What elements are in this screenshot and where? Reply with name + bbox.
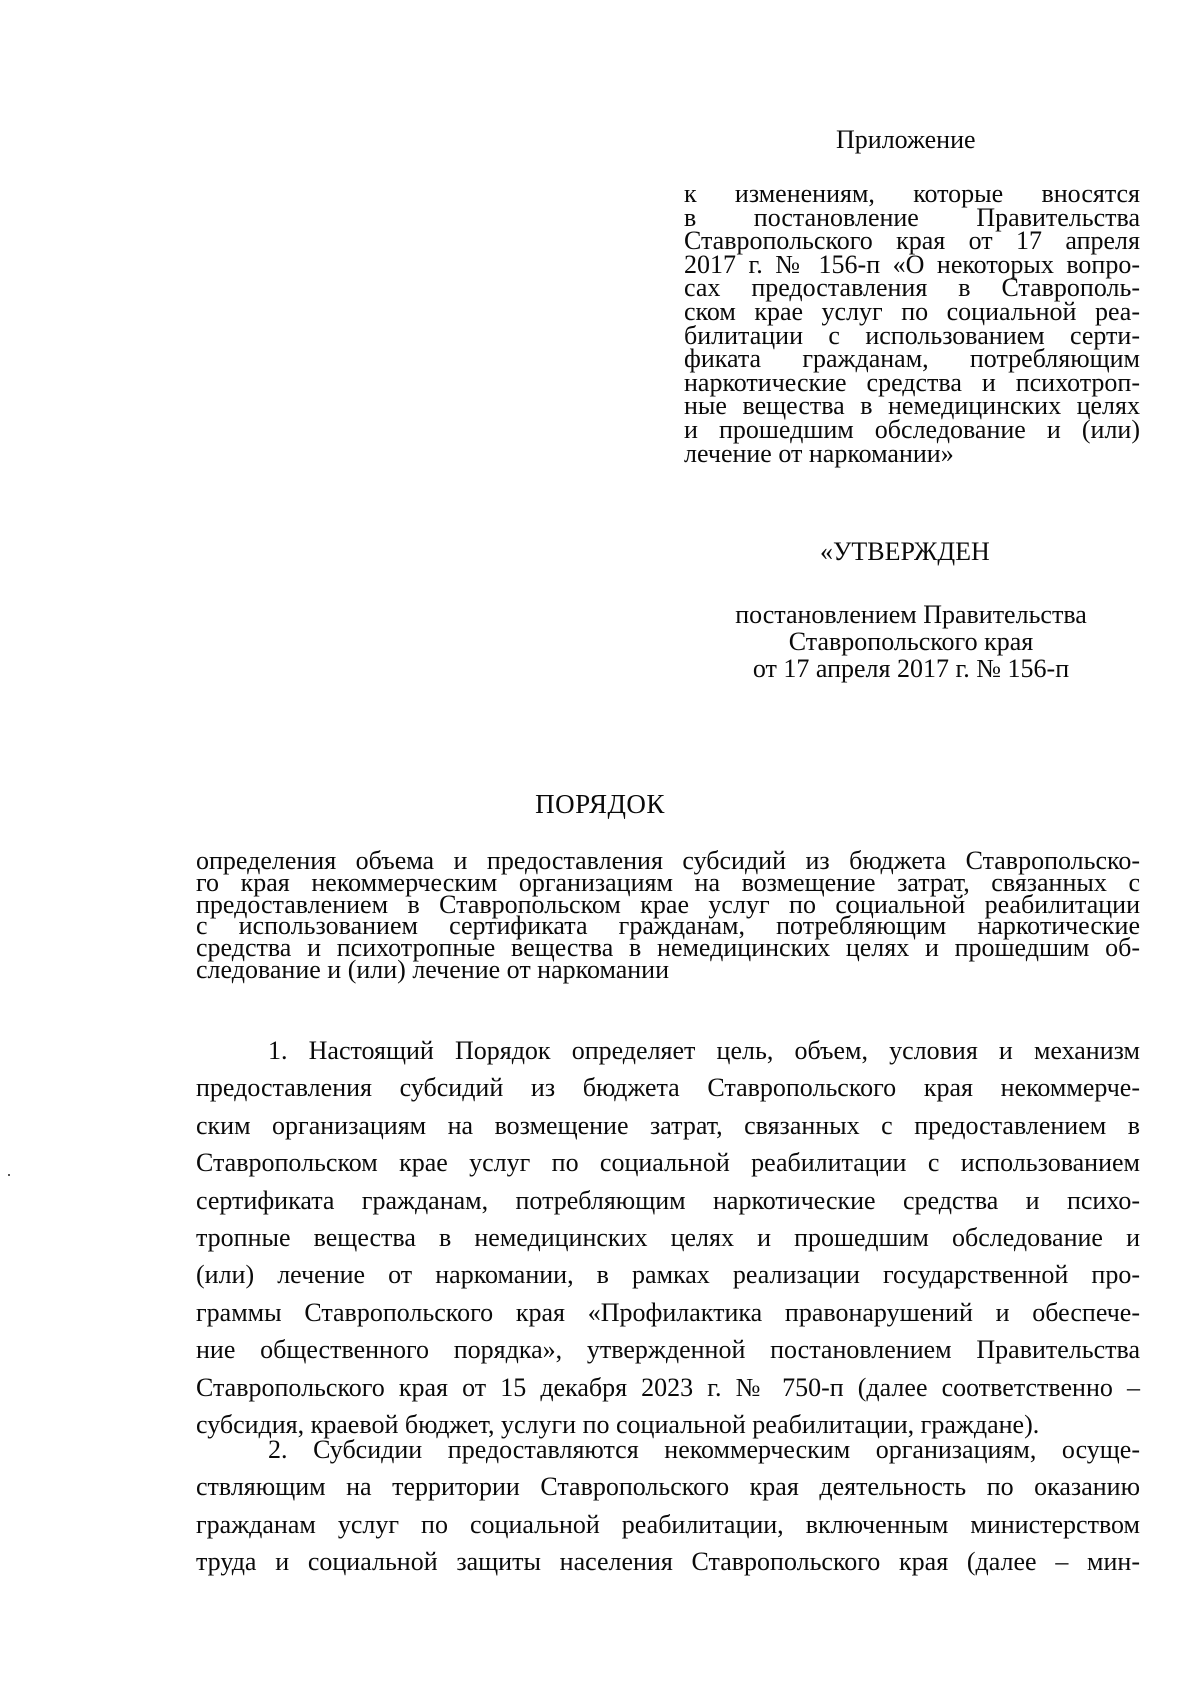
paragraph-line: ствляющим на территории Ставропольского края деятельность по оказанию <box>196 1472 1140 1502</box>
annex-reference <box>684 179 1140 468</box>
scan-speck <box>8 1174 10 1176</box>
annex-line: 2017 г. № 156-п «О некоторых вопро- <box>684 249 1140 279</box>
approval-label: «УТВЕРЖДЕН <box>820 537 990 566</box>
paragraph-line: труда и социальной защиты населения Ставропольского края (далее – мин- <box>196 1547 1140 1577</box>
paragraph-line: 2. Субсидии предоставляются некоммерческим организациям, осуще- <box>268 1435 1140 1464</box>
annex-line: билитации с использованием серти- <box>684 320 1140 350</box>
paragraph-line: Ставропольском крае услуг по социальной реабилитации с использованием <box>196 1148 1140 1178</box>
approval-details <box>716 601 1106 682</box>
annex-line: к изменениям, которые вносятся <box>684 179 1140 208</box>
document-heading: ПОРЯДОК <box>535 789 665 819</box>
paragraph-line: гражданам услуг по социальной реабилитации, включенным министерством <box>196 1509 1140 1539</box>
paragraph-line: ским организациям на возмещение затрат, связанных с предоставлением в <box>196 1110 1140 1140</box>
paragraph-line: предоставления субсидий из бюджета Ставропольского края некоммерче- <box>196 1073 1140 1103</box>
paragraph-line: ние общественного порядка», утвержденной постановлением Правительства <box>196 1335 1140 1365</box>
paragraph-2 <box>196 1431 1140 1581</box>
paragraph-line: Ставропольского края от 15 декабря 2023 г. № 750-п (далее соответственно – <box>196 1372 1140 1402</box>
approval-line: Ставропольского края <box>788 627 1034 656</box>
approval-stamp <box>716 537 1106 682</box>
annex-line: ные вещества в немедицинских целях <box>684 391 1140 421</box>
subject-line: следование и (или) лечение от наркомании <box>196 954 670 984</box>
paragraph-line: тропные вещества в немедицинских целях и прошедшим обследование и <box>196 1223 1140 1253</box>
paragraph-line: (или) лечение от наркомании, в рамках реализации государственной про- <box>196 1260 1140 1290</box>
annex-line: в постановление Правительства <box>684 202 1140 232</box>
subject-line: предоставлением в Ставропольском крае услуг по социальной реабилитации <box>196 889 1140 919</box>
annex-title: Приложение <box>836 125 976 154</box>
annex-line: Ставропольского края от 17 апреля <box>684 226 1140 256</box>
approval-line: от 17 апреля 2017 г. № 156-п <box>752 654 1070 683</box>
subject-line: с использованием сертификата гражданам, потребляющим наркотические <box>196 911 1140 941</box>
paragraph-1 <box>196 1032 1140 1443</box>
annex-line: и прошедшим обследование и (или) <box>684 414 1140 444</box>
subject-line: определения объема и предоставления субсидий из бюджета Ставропольско- <box>196 846 1140 875</box>
approval-line: постановлением Правительства <box>735 600 1087 629</box>
document-subject <box>196 846 1140 984</box>
annex-line: ском крае услуг по социальной реа- <box>684 296 1140 326</box>
annex-line: сах предоставления в Ставрополь- <box>684 273 1140 303</box>
paragraph-line: субсидия, краевой бюджет, услуги по социальной реабилитации, граждане). <box>196 1410 1040 1440</box>
subject-line: го края некоммерческим организациям на возмещение затрат, связанных с <box>196 867 1140 897</box>
annex-line: фиката гражданам, потребляющим <box>684 344 1140 374</box>
paragraph-line: сертификата гражданам, потребляющим наркотические средства и психо- <box>196 1185 1140 1215</box>
paragraph-line: граммы Ставропольского края «Профилактика правонарушений и обеспече- <box>196 1297 1140 1327</box>
paragraph-line: 1. Настоящий Порядок определяет цель, объем, условия и механизм <box>268 1036 1140 1065</box>
annex-line: наркотические средства и психотроп- <box>684 367 1140 397</box>
subject-line: средства и психотропные вещества в немедицинских целях и прошедшим об- <box>196 933 1140 963</box>
annex-line: лечение от наркомании» <box>684 438 954 468</box>
